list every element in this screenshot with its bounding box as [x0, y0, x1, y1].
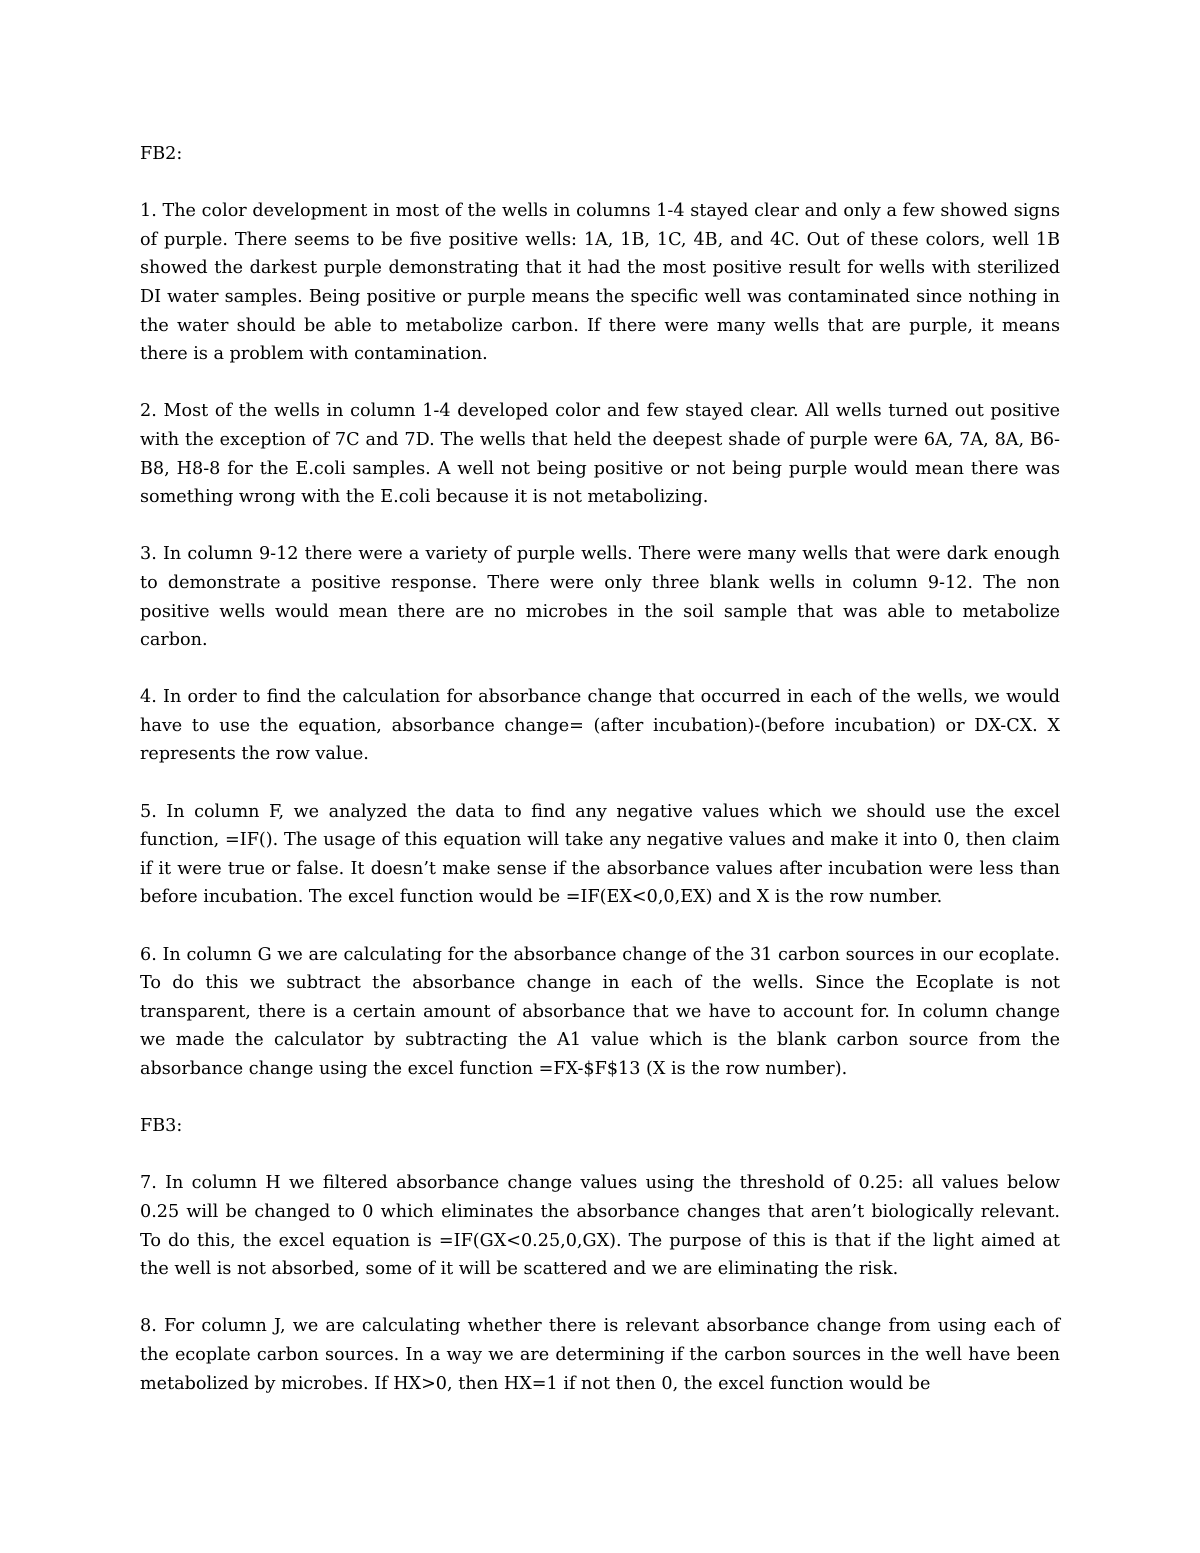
paragraph-7: 7. In column H we filtered absorbance change values using the threshold of 0.25: all values below 0.25 will be changed to 0 which eliminates the absorbance changes that aren’t biologically relevant. To do this, the excel equation is =IF(GX<0.25,0,GX). The purpose of this is that if the light aimed at the well is not absorbed, some of it will be scattered and we are eliminating the risk. [140, 1173, 1060, 1280]
section-heading: FB2: [140, 144, 183, 164]
paragraph-1: 1. The color development in most of the wells in columns 1-4 stayed clear and only a few showed signs of purple. There seems to be five positive wells: 1A, 1B, 1C, 4B, and 4C. Out of these colors, well 1B showed the darkest purple demonstrating that it had the most positive result for wells with sterilized DI water samples. Being positive or purple means the specific well was contaminated since nothing in the water should be able to metabolize carbon. If there were many wells that are purple, it means there is a problem with contamination. [140, 201, 1060, 365]
section-fb2 [140, 140, 1060, 1084]
paragraph-2: 2. Most of the wells in column 1-4 developed color and few stayed clear. All wells turned out positive with the exception of 7C and 7D. The wells that held the deepest shade of purple were 6A, 7A, 8A, B6-B8, H8-8 for the E.coli samples. A well not being positive or not being purple would mean there was something wrong with the E.coli because it is not metabolizing. [140, 401, 1060, 508]
section-heading: FB3: [140, 1116, 183, 1137]
paragraph-6: 6. In column G we are calculating for the absorbance change of the 31 carbon sources in our ecoplate. To do this we subtract the absorbance change in each of the wells. Since the Ecoplate is not transparent, there is a certain amount of absorbance that we have to account for. In column change we made the calculator by subtracting the A1 value which is the blank carbon source from the absorbance change using the excel function =FX-$F$13 (X is the row number). [140, 944, 1060, 1079]
paragraph-8: 8. For column J, we are calculating whether there is relevant absorbance change from using each of the ecoplate carbon sources. In a way we are determining if the carbon sources in the well have been metabolized by microbes. If HX>0, then HX=1 if not then 0, the excel function would be [140, 1316, 1060, 1394]
paragraph-5: 5. In column F, we analyzed the data to find any negative values which we should use the excel function, =IF(). The usage of this equation will take any negative values and make it into 0, then claim if it were true or false. It doesn’t make sense if the absorbance values after incubation were less than before incubation. The excel function would be =IF(EX<0,0,EX) and X is the row number. [140, 801, 1060, 908]
paragraph-4: 4. In order to find the calculation for absorbance change that occurred in each of the wells, we would have to use the equation, absorbance change= (after incubation)-(before incubation) or DX-CX. X represents the row value. [140, 687, 1060, 765]
paragraph-3: 3. In column 9-12 there were a variety of purple wells. There were many wells that were dark enough to demonstrate a positive response. There were only three blank wells in column 9-12. The non positive wells would mean there are no microbes in the soil sample that was able to metabolize carbon. [140, 544, 1060, 651]
section-fb3 [140, 1112, 1060, 1398]
